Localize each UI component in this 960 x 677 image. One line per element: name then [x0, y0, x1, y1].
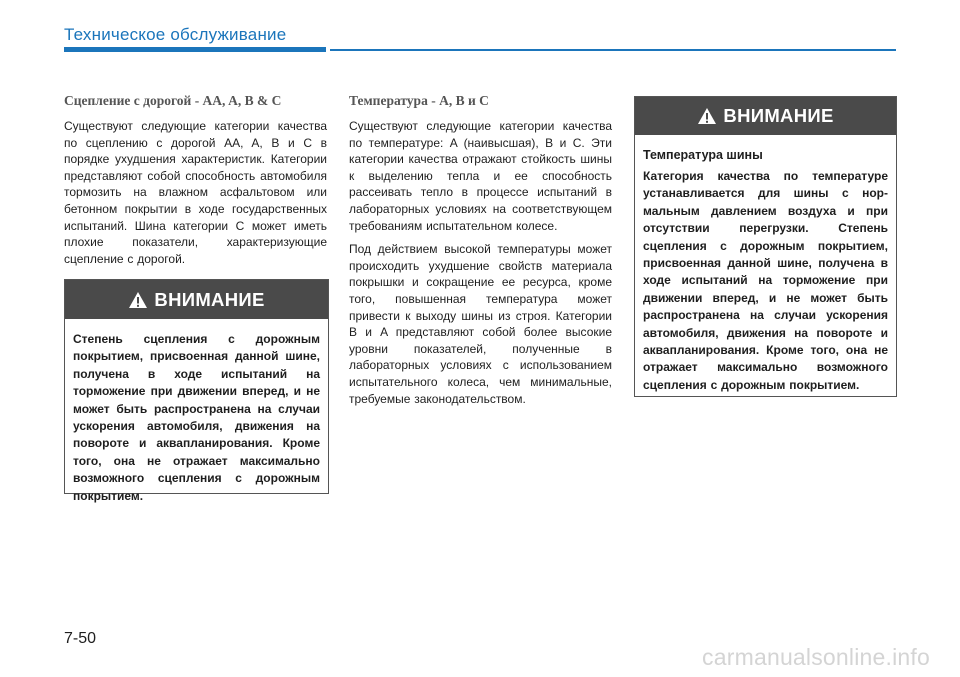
temperature-warning-box	[634, 96, 897, 397]
warning-text: Степень сцепления с дорожным покрытием, присвоенная данной шине, получена в ходе испытаний на торможение при движении вперед, и не может быть распространена на случаи ускорения автомобиля, движения на повороте и аквапланирования. Кроме того, она не отражает максимально возможного сцепления с дорожным покрытием.	[73, 332, 320, 503]
warning-triangle-icon	[128, 291, 148, 309]
header-rule-accent	[64, 47, 326, 52]
temperature-paragraph-1: Существуют следующие категории качества по температуре: A (наивысшая), B и C. Эти категории качества отражают стойкость шины к выделению тепла и ее способность рассеивать тепло в процессе испытаний в лабораторных условиях на соответствующем требованиям испытательном колесе.	[349, 119, 612, 233]
traction-warning-box	[64, 279, 329, 503]
left-column	[64, 93, 327, 274]
traction-heading: Сцепление с дорогой - AA, A, B & C	[64, 93, 282, 108]
watermark: carmanualsonline.info	[702, 644, 930, 670]
warning-triangle-icon	[697, 107, 717, 125]
middle-column	[349, 93, 612, 414]
warning-title: ВНИМАНИЕ	[723, 105, 834, 126]
warning-title: ВНИМАНИЕ	[154, 288, 265, 310]
page-number: 7-50	[64, 630, 97, 647]
warning-header	[65, 280, 328, 319]
temperature-paragraph-2: Под действием высокой температуры может происходить ухудшение свойств материала покрышки и сокращение ее ресурса, кроме того, повышенная температура может привести к выходу шины из строя. Категории B и A представляют собой более высокие уровни показателей, полученные в лабораторных условиях с использованием испытательного колеса, чем минимальные, требуемые законодательством.	[349, 242, 612, 406]
warning-text: Категория качества по температуре устанавливается для шины с нормальным давлением воздуха и при отсутствии перегрузки. Степень сцепления с дорожным покрытием, присвоенная данной шине, получена в ходе испытаний на торможение при движении вперед, и не может быть распространена на случаи ускорения автомобиля, движения на повороте и аквапланирования. Кроме того, она не отражает максимально возможного сцепления с дорожным покрытием.	[643, 169, 888, 392]
section-title: Техническое обслуживание	[64, 25, 287, 44]
header-rule	[330, 49, 896, 51]
traction-paragraph: Существуют следующие категории качества по сцеплению с дорогой AA, A, B и C в порядке ухудшения характеристик. Категории представляют собой способность автомобиля тормозить на влажном асфальтовом или бетонном покрытии в ходе государственных испытаний. Шина категории C может иметь плохие показатели, характеризующие сцепление с дорогой.	[64, 119, 327, 266]
warning-header	[635, 97, 896, 135]
warning-subtitle: Температура шины	[643, 148, 763, 162]
temperature-heading: Температура - A, B и C	[349, 93, 489, 108]
